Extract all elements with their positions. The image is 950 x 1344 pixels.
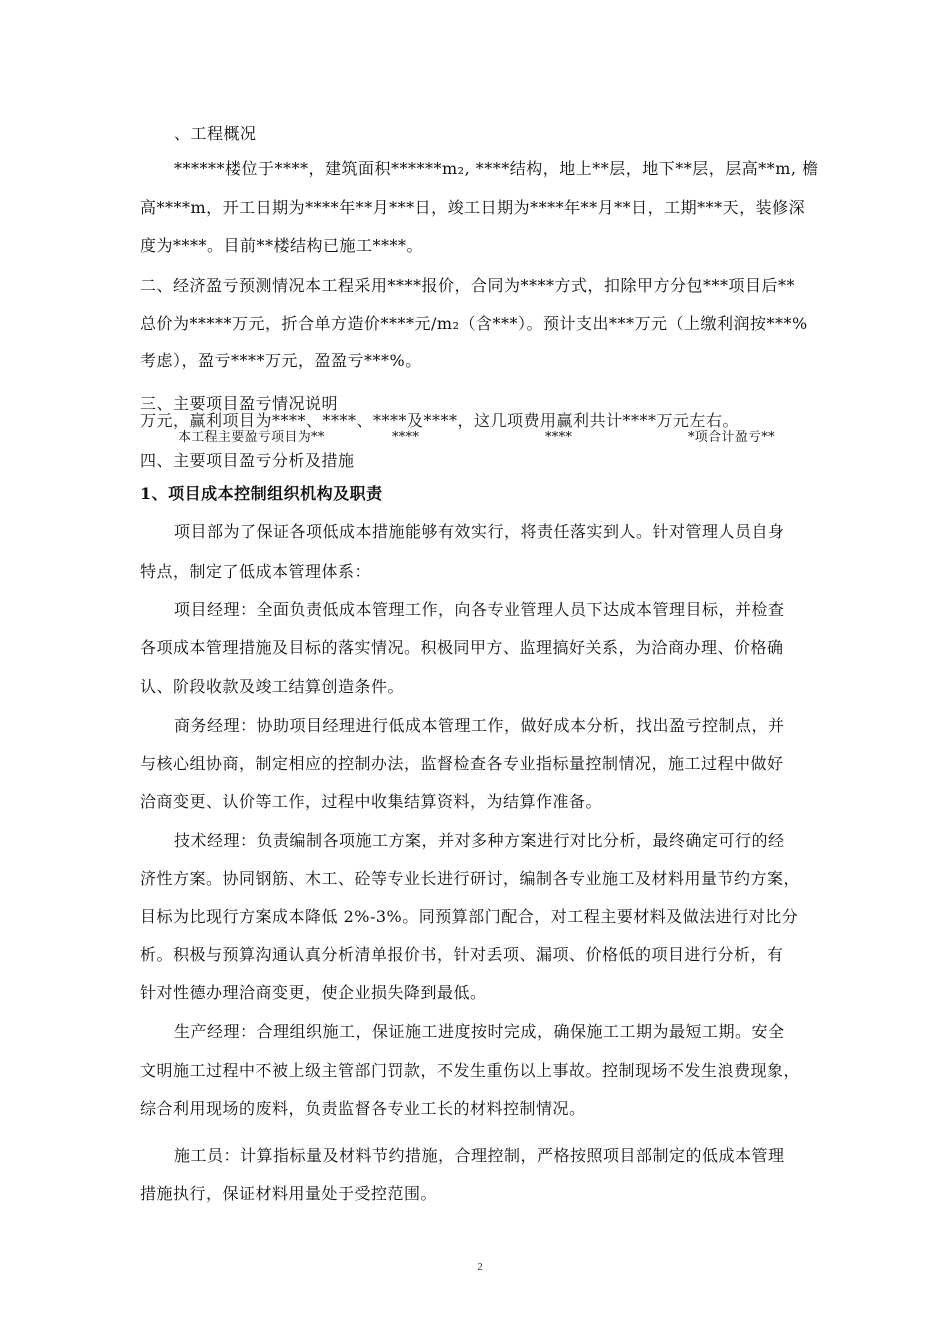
paragraph-line: 各项成本管理措施及目标的落实情况。积极同甲方、监理搞好关系，为洽商办理、价格确	[140, 638, 784, 657]
paragraph-line: ******楼位于****，建筑面积******m₂, ****结构，地上**层，地下**层，层高**m, 檐	[174, 159, 819, 178]
paragraph-line: 项目经理：全面负责低成本管理工作，向各专业管理人员下达成本管理目标，并检查	[174, 600, 785, 619]
garbled-text: ****	[545, 430, 573, 445]
paragraph-line: 认、阶段收款及竣工结算创造条件。	[140, 677, 405, 696]
paragraph-line: 特点，制定了低成本管理体系：	[140, 562, 372, 581]
paragraph-line: 针对性德办理洽商变更，使企业损失降到最低。	[140, 983, 487, 1002]
paragraph-line: 析。积极与预算沟通认真分析清单报价书，针对丢项、漏项、价格低的项目进行分析，有	[140, 945, 784, 964]
paragraph-line: 总价为*****万元，折合单方造价****元/m₂（含***）。预计支出***万元（上缴利润按***%	[140, 314, 808, 333]
paragraph-line: 商务经理：协助项目经理进行低成本管理工作，做好成本分析，找出盈亏控制点，并	[174, 716, 785, 735]
paragraph-line: 项目部为了保证各项低成本措施能够有效实行，将责任落实到人。针对管理人员自身	[174, 522, 785, 541]
garbled-text: *项合计盈亏**	[688, 430, 775, 445]
section-heading-forecast: 二、经济盈亏预测情况本工程采用****报价，合同为****方式，扣除甲方分包***项目后**	[140, 276, 796, 295]
subheading-organization: 1、项目成本控制组织机构及职责	[140, 484, 383, 503]
paragraph-line: 综合利用现场的废料，负责监督各专业工长的材料控制情况。	[140, 1099, 586, 1118]
page-number: 2	[477, 1261, 483, 1273]
paragraph-line: 与核心组协商，制定相应的控制办法，监督检查各专业指标量控制情况，施工过程中做好	[140, 754, 784, 773]
section-heading-overview: 、工程概况	[174, 124, 257, 143]
paragraph-line: 济性方案。协同钢筋、木工、砼等专业长进行研讨，编制各专业施工及材料用量节约方案，	[140, 869, 801, 888]
paragraph-line: 高****m，开工日期为****年**月***日，竣工日期为****年**月**日，工期***天，装修深	[140, 198, 806, 217]
paragraph-line: 度为****。目前**楼结构已施工****。	[140, 236, 424, 255]
section-heading-items: 三、主要项目盈亏情况说明	[140, 394, 339, 413]
paragraph-line: 措施执行，保证材料用量处于受控范围。	[140, 1184, 438, 1203]
paragraph-line: 技术经理：负责编制各项施工方案，并对多种方案进行对比分析，最终确定可行的经	[174, 831, 785, 850]
overlapping-line: 万元，赢利项目为****、****、****及****，这几项费用赢利共计****万元左右。	[140, 411, 740, 430]
paragraph-line: 施工员：计算指标量及材料节约措施，合理控制，严格按照项目部制定的低成本管理	[174, 1146, 785, 1165]
paragraph-line: 生产经理：合理组织施工，保证施工进度按时完成，确保施工工期为最短工期。安全	[174, 1022, 785, 1041]
paragraph-line: 目标为比现行方案成本降低 2%-3%。同预算部门配合，对工程主要材料及做法进行对比分	[140, 907, 799, 926]
paragraph-line: 文明施工过程中不被上级主管部门罚款，不发生重伤以上事故。控制现场不发生浪费现象，	[140, 1061, 801, 1080]
paragraph-line: 考虑），盈亏****万元，盈盈亏***%。	[140, 351, 422, 370]
garbled-text: 本工程主要盈亏项目为**	[178, 430, 325, 445]
paragraph-line: 洽商变更、认价等工作，过程中收集结算资料，为结算作准备。	[140, 792, 603, 811]
garbled-text: ****	[392, 430, 420, 445]
section-heading-analysis: 四、主要项目盈亏分析及措施	[140, 451, 355, 470]
